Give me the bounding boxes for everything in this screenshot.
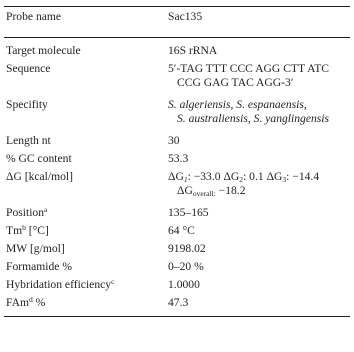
- row-value-position: 135–165: [168, 206, 209, 219]
- row-label-delta-g: ΔG [kcal/mol]: [6, 170, 74, 183]
- species-australiensis: S. australiensis: [177, 112, 248, 125]
- row-value-target-molecule: 16S rRNA: [168, 44, 218, 57]
- row-value-delta-g-overall: $\Delta G_{overall:} -18.2$: [177, 184, 246, 198]
- row-value-delta-g-line1: $\Delta G_1$: −33.0 $\Delta G_2$: 0.1 $\Delta G_3$: −14.4: [168, 170, 320, 184]
- row-label-sequence: Sequence: [6, 62, 51, 75]
- table-header-rule: [4, 37, 350, 38]
- row-value-specifity-line1: S. algeriensis, S. espanaensis,: [168, 98, 307, 111]
- row-label-mw: MW [g/mol]: [6, 242, 65, 255]
- row-label-length: Length nt: [6, 134, 51, 147]
- header-probe-id: Sac135: [168, 10, 203, 23]
- species-algeriensis: S. algeriensis: [168, 98, 231, 111]
- row-label-gc-content: % GC content: [6, 152, 72, 165]
- row-label-tm: Tm$^b$ [°C]: [6, 223, 49, 237]
- row-label-position: Position$^a$: [6, 205, 48, 219]
- row-label-formamide: Formamide %: [6, 260, 73, 273]
- row-value-specifity-line2: S. australiensis, S. yanglingensis: [177, 112, 330, 125]
- row-value-fam: 47.3: [168, 296, 189, 309]
- table-bottom-rule: [4, 316, 350, 317]
- row-label-specifity: Specifity: [6, 98, 48, 111]
- species-espanaensis: S. espanaensis: [236, 98, 304, 111]
- species-yanglingensis: S. yanglingensis: [253, 112, 330, 125]
- row-value-length: 30: [168, 134, 180, 147]
- row-value-tm: 64 °C: [168, 224, 195, 237]
- row-value-formamide: 0–20 %: [168, 260, 204, 273]
- row-value-gc-content: 53.3: [168, 152, 189, 165]
- table-top-rule: [4, 6, 350, 7]
- row-value-sequence-line2: CCG GAG TAC AGG-3′: [177, 76, 294, 89]
- row-value-mw: 9198.02: [168, 242, 206, 255]
- row-value-hybridation-efficiency: 1.0000: [168, 278, 200, 291]
- row-label-hybridation-efficiency: Hybridation efficiency$^c$: [6, 277, 115, 291]
- row-label-target-molecule: Target molecule: [6, 44, 81, 57]
- row-label-fam: FAm$^d$ %: [6, 295, 46, 309]
- header-probe-name: Probe name: [6, 10, 62, 23]
- row-value-sequence-line1: 5′-TAG TTT CCC AGG CTT ATC: [168, 62, 330, 75]
